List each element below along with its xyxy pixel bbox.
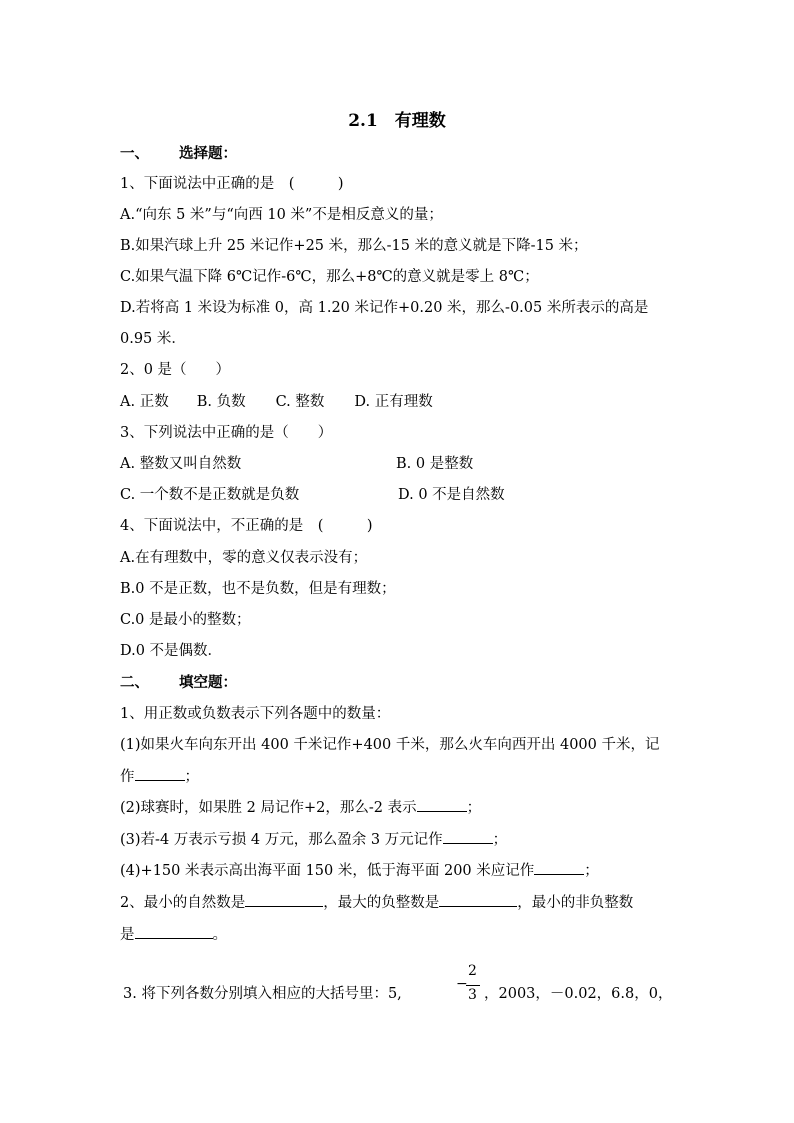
section-number: 一、 bbox=[120, 145, 149, 162]
question-4-option-b: B.0 不是正数，也不是负数，但是有理数； bbox=[120, 581, 396, 597]
question-3-option-c: C. 一个数不是正数就是负数 bbox=[120, 487, 300, 503]
question-2-stem: 2、0 是（ ） bbox=[120, 362, 231, 378]
question-3-stem: 3、下列说法中正确的是（ ） bbox=[120, 425, 333, 441]
section-number: 二、 bbox=[120, 674, 149, 691]
section-label: 填空题： bbox=[179, 674, 237, 691]
fill-1-part-1: (1)如果火车向东开出 400 千米记作+400 千米，那么火车向西开出 4000 千米，记 bbox=[120, 737, 660, 753]
option-d: D. 正有理数 bbox=[354, 394, 433, 410]
minus-sign: − bbox=[456, 976, 468, 992]
question-4-option-d: D.0 不是偶数． bbox=[120, 643, 223, 659]
answer-blank[interactable] bbox=[135, 924, 213, 939]
fill-1-part-3: (3)若-4 万表示亏损 4 万元，那么盈余 3 万元记作 ； bbox=[120, 829, 507, 850]
question-2-options bbox=[120, 392, 433, 412]
question-3-option-a: A. 整数又叫自然数 bbox=[120, 456, 242, 472]
section-label: 选择题： bbox=[179, 145, 237, 162]
fill-1-part-4: (4)+150 米表示高出海平面 150 米，低于海平面 200 米应记作 ； bbox=[120, 860, 599, 881]
section-heading-choice bbox=[120, 144, 237, 164]
page-title: 2.1 有理数 bbox=[348, 111, 446, 131]
option-b: B. 负数 bbox=[196, 394, 246, 410]
fill-3-numbers: ，2003，－0.02，6.8，0， bbox=[484, 986, 673, 1002]
question-4-stem: 4、下面说法中，不正确的是 ( ) bbox=[120, 518, 373, 534]
fraction-numerator: 2 bbox=[468, 963, 477, 979]
question-1-stem: 1、下面说法中正确的是 ( ) bbox=[120, 176, 344, 192]
fraction-bar bbox=[466, 985, 480, 986]
option-c: C. 整数 bbox=[275, 394, 325, 410]
option-a: A. 正数 bbox=[120, 394, 169, 410]
answer-blank[interactable] bbox=[443, 829, 493, 844]
question-1-option-b: B.如果汽球上升 25 米记作+25 米，那么-15 米的意义就是下降-15 米； bbox=[120, 238, 588, 254]
fill-1-part-2: (2)球赛时，如果胜 2 局记作+2，那么-2 表示 ； bbox=[120, 797, 481, 818]
fill-2-line-2: 是 。 bbox=[120, 924, 227, 945]
section-heading-fill bbox=[120, 673, 237, 693]
answer-blank[interactable] bbox=[245, 892, 323, 907]
question-1-option-c: C.如果气温下降 6℃记作-6℃，那么+8℃的意义就是零上 8℃； bbox=[120, 269, 539, 285]
answer-blank[interactable] bbox=[534, 860, 584, 875]
question-4-option-c: C.0 是最小的整数； bbox=[120, 612, 251, 628]
question-3-option-b: B. 0 是整数 bbox=[396, 456, 474, 472]
answer-blank[interactable] bbox=[439, 892, 517, 907]
answer-blank[interactable] bbox=[417, 797, 467, 812]
fill-1-part-1-cont: 作 ； bbox=[120, 766, 199, 787]
fill-1-stem: 1、用正数或负数表示下列各题中的数量： bbox=[120, 706, 391, 722]
fill-2-line-1: 2、最小的自然数是 ，最大的负整数是 ，最小的非负整数 bbox=[120, 892, 633, 913]
question-3-option-d: D. 0 不是自然数 bbox=[398, 487, 505, 503]
question-1-option-d-cont: 0.95 米． bbox=[120, 331, 186, 347]
fraction-negative-two-thirds bbox=[456, 963, 486, 1007]
fill-3-stem: 3. 将下列各数分别填入相应的大括号里：5, bbox=[123, 986, 402, 1002]
answer-blank[interactable] bbox=[135, 766, 185, 781]
fraction-denominator: 3 bbox=[468, 987, 477, 1003]
question-1-option-a: A.“向东 5 米”与“向西 10 米”不是相反意义的量； bbox=[120, 207, 443, 223]
question-4-option-a: A.在有理数中，零的意义仅表示没有； bbox=[120, 550, 368, 566]
question-1-option-d: D.若将高 1 米设为标准 0，高 1.20 米记作+0.20 米，那么-0.05 米所表示的高是 bbox=[120, 300, 649, 316]
